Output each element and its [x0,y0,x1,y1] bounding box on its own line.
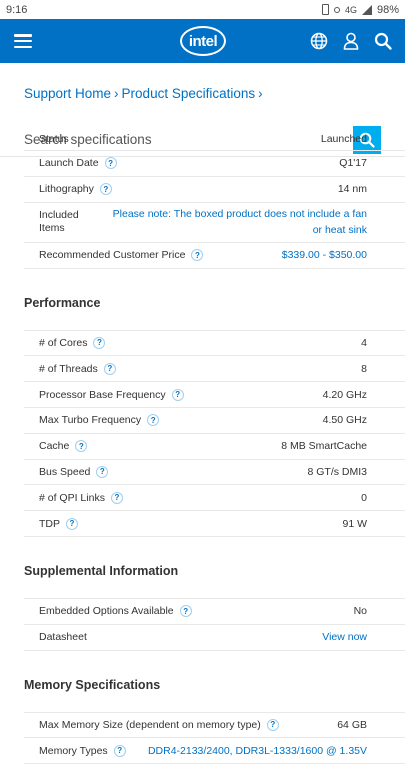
breadcrumb [0,63,405,123]
spec-value: 4.50 GHz [322,414,367,427]
spec-value: Launched [320,132,367,145]
spec-row-max-memory [24,713,405,739]
section-title-performance: Performance [24,269,405,331]
phone-icon [322,4,329,15]
spec-label: Datasheet [39,631,87,644]
spec-label: Cache [39,440,70,453]
spec-row-threads [24,356,405,382]
spec-row-included-items [24,203,405,243]
app-header [0,19,405,63]
spec-row-launch-date [24,151,405,177]
menu-icon[interactable] [14,34,32,48]
spec-label: Max Memory Size (dependent on memory type) [39,718,261,731]
help-icon[interactable]: ? [96,466,108,478]
search-icon[interactable] [373,31,393,51]
help-icon[interactable]: ? [104,363,116,375]
alarm-icon [334,7,340,13]
help-icon[interactable]: ? [66,518,78,530]
spec-row-embedded-options [24,599,405,625]
spec-label: Launch Date [39,157,99,170]
spec-row-cores [24,331,405,357]
breadcrumb-separator: › [114,85,119,101]
spec-label: Memory Types [39,744,108,757]
spec-label: TDP [39,517,60,530]
help-icon[interactable]: ? [191,249,203,261]
spec-row-lithography [24,177,405,203]
spec-label: # of Threads [39,362,98,375]
section-title-memory: Memory Specifications [24,651,405,713]
spec-label: Bus Speed [39,465,91,478]
status-icons [322,4,399,16]
spec-value: No [353,605,367,618]
help-icon[interactable]: ? [75,440,87,452]
performance-rows [0,331,405,537]
spec-label: Embedded Options Available [39,605,174,618]
user-icon[interactable] [341,31,361,51]
status-time: 9:16 [6,3,28,16]
help-icon[interactable]: ? [100,183,112,195]
spec-label: Included [39,209,79,222]
intel-logo[interactable] [180,26,226,56]
logo-text: intel [188,32,218,50]
spec-label: Processor Base Frequency [39,388,166,401]
spec-row-memory-types [24,738,405,764]
help-icon[interactable]: ? [114,745,126,757]
help-icon[interactable]: ? [267,719,279,731]
spec-row-datasheet [24,625,405,651]
spec-value: 64 GB [337,718,367,731]
help-icon[interactable]: ? [105,157,117,169]
spec-row-status [24,127,405,151]
battery-level: 98% [376,3,399,16]
signal-icon [362,5,372,15]
spec-value: 91 W [342,517,367,530]
spec-row-cache [24,434,405,460]
datasheet-link[interactable]: View now [322,631,367,644]
spec-row-tdp [24,511,405,537]
spec-label: Status [39,132,69,145]
spec-row-base-frequency [24,382,405,408]
help-icon[interactable]: ? [93,337,105,349]
spec-row-qpi-links [24,485,405,511]
spec-content [0,127,405,764]
spec-value: 0 [361,491,367,504]
help-icon[interactable]: ? [180,605,192,617]
spec-value: 4.20 GHz [322,388,367,401]
section-title-supplemental: Supplemental Information [24,537,405,599]
spec-label: Max Turbo Frequency [39,414,142,427]
spec-row-turbo-frequency [24,408,405,434]
spec-label: Recommended Customer Price [39,249,186,262]
spec-value: 14 nm [337,183,367,196]
spec-value: DDR4-2133/2400, DDR3L-1333/1600 @ 1.35V [147,744,367,757]
price-value: $339.00 - $350.00 [281,249,367,262]
spec-label: Items [39,222,65,235]
status-bar [0,0,405,19]
spec-row-price [24,243,405,269]
spec-value: Q1'17 [339,157,367,170]
spec-value: 8 MB SmartCache [281,440,367,453]
help-icon[interactable]: ? [147,414,159,426]
spec-value-note: Please note: The boxed product does not include a fan or heat sink [112,208,367,237]
help-icon[interactable]: ? [172,389,184,401]
globe-icon[interactable] [309,31,329,51]
spec-value: 4 [361,336,367,349]
spec-value: 8 [361,362,367,375]
network-type: 4G [344,4,357,15]
spec-label: # of Cores [39,336,88,349]
breadcrumb-page-link[interactable]: Product Specifications [121,85,256,101]
spec-label: # of QPI Links [39,491,105,504]
help-icon[interactable]: ? [111,492,123,504]
breadcrumb-separator: › [258,85,263,101]
spec-value: 8 GT/s DMI3 [307,465,367,478]
breadcrumb-home-link[interactable]: Support Home [24,85,112,101]
spec-row-bus-speed [24,460,405,486]
spec-label: Lithography [39,183,94,196]
